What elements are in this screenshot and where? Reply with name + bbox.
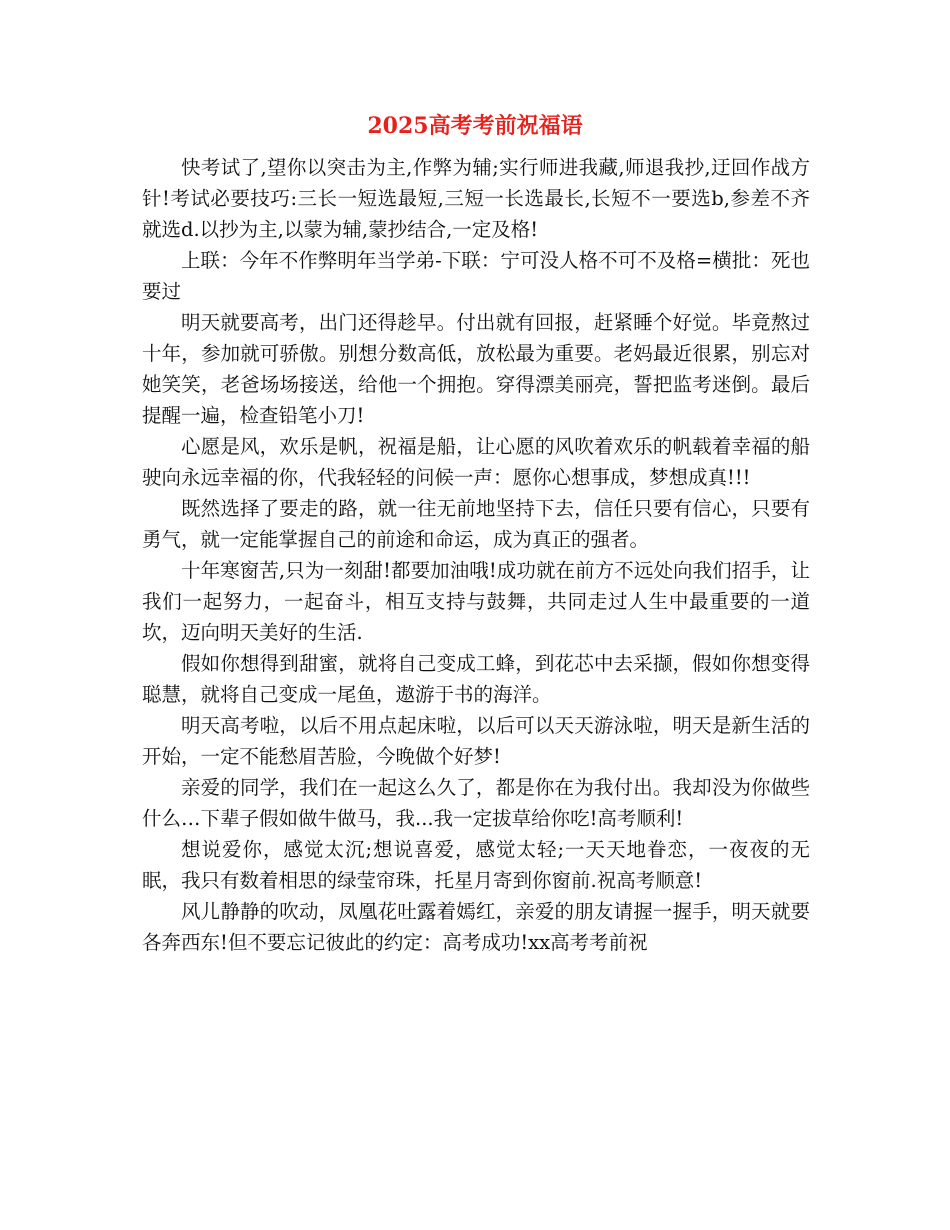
paragraph-wind-blows: 风儿静静的吹动，凤凰花吐露着嫣红，亲爱的朋友请握一握手，明天就要各奔西东!但不要忘记彼此的约定：高考成功!xx高考考前祝 [142, 900, 810, 954]
paragraph-wish-wind: 心愿是风，欢乐是帆，祝福是船，让心愿的风吹着欢乐的帆载着幸福的船驶向永远幸福的你，代我轻轻的问候一声：愿你心想事成，梦想成真!!! [142, 435, 810, 489]
paragraph-tomorrow-exam: 明天高考啦，以后不用点起床啦，以后可以天天游泳啦，明天是新生活的开始，一定不能愁眉苦脸，今晚做个好梦! [142, 714, 810, 768]
paragraph-love-you: 想说爱你，感觉太沉;想说喜爱，感觉太轻;一天天地眷恋，一夜夜的无眠，我只有数着相思的绿莹帘珠，托星月寄到你窗前.祝高考顺意! [142, 838, 810, 892]
paragraph-exam-tricks: 快考试了,望你以突击为主,作弊为辅;实行师进我藏,师退我抄,迂回作战方针!考试必要技巧:三长一短选最短,三短一长选最长,长短不一要选b,参差不齐就选d.以抄为主,以蒙为辅,蒙抄结合,一定及格! [142, 156, 810, 241]
paragraph-ten-years: 十年寒窗苦,只为一刻甜!都要加油哦!成功就在前方不远处向我们招手，让我们一起努力，一起奋斗，相互支持与鼓舞，共同走过人生中最重要的一道坎，迈向明天美好的生活. [142, 559, 810, 644]
paragraph-go-early: 明天就要高考，出门还得趁早。付出就有回报，赶紧睡个好觉。毕竟熬过十年，参加就可骄傲。别想分数高低，放松最为重要。老妈最近很累，别忘对她笑笑，老爸场场接送，给他一个拥抱。穿得漂美丽亮，誓把监考迷倒。最后提醒一遍，检查铅笔小刀! [142, 311, 810, 427]
document-title: 2025高考考前祝福语 [367, 113, 583, 139]
paragraph-chosen-road: 既然选择了要走的路，就一往无前地坚持下去，信任只要有信心，只要有勇气，就一定能掌握自己的前途和命运，成为真正的强者。 [142, 497, 810, 551]
paragraph-dear-classmate: 亲爱的同学，我们在一起这么久了，都是你在为我付出。我却没为你做些什么…下辈子假如做牛做马，我...我一定拔草给你吃!高考顺利! [142, 776, 810, 830]
paragraph-couplet: 上联：今年不作弊明年当学弟-下联：宁可没人格不可不及格=横批：死也要过 [142, 249, 810, 303]
paragraph-sweetness: 假如你想得到甜蜜，就将自己变成工蜂，到花芯中去采撷，假如你想变得聪慧，就将自己变成一尾鱼，遨游于书的海洋。 [142, 652, 810, 706]
document-body [142, 152, 810, 958]
